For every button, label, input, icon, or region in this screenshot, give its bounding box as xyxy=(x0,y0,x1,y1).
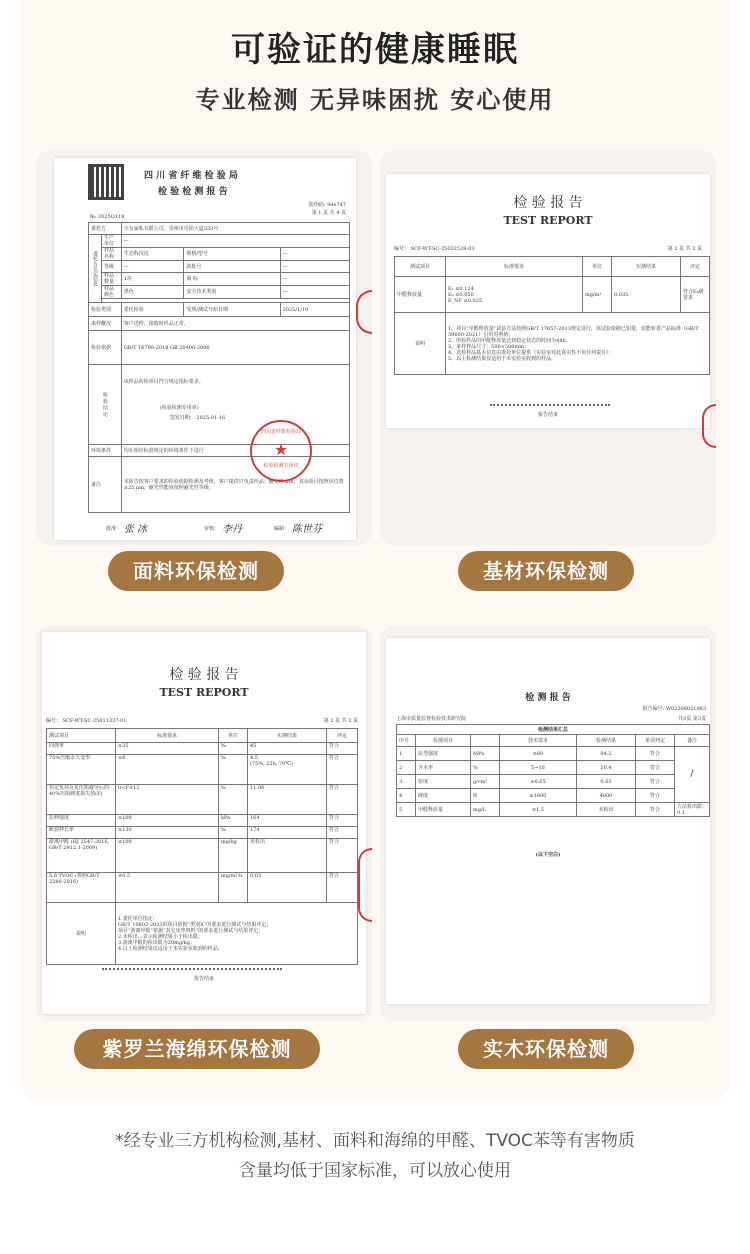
substrate-result-table: 测试项目 标准要求 单位 实测结果 评定 甲醛释放量 E₁ ≤0.124 E₀ ≤0.050 E_NF ≤0.025 mg/m³ 0.035 符合E₀级要求 说明 1、项目“甲醛释放量”试验方法按照GB/T 17657-2013规定进行，该试验依据已知量，仅能转委产品标准（GB/T 39600-2021）引用对照值； 2、所检样品的甲醛释放量达到稳定状态的时间为48h； 3、来样样品尺寸：500×500mm； 4、送检样品基本信息由委托单位提供（实验室对此真实性不负任何责任）； 5、以上检测结果仅适用于本实验室收到的样品。 xyxy=(394,256,710,375)
table-row: 5.8 TVOC (参照GB/T 2280-2016) ≤0.5 mg/m²·h 0.03 符合 xyxy=(47,873,358,903)
report-end: 报告结束 xyxy=(193,976,214,982)
inspection-seal-stamp: 四川省纤维检验局 ★ 检验检测专用章 xyxy=(250,420,312,482)
report-title-en: TEST REPORT xyxy=(159,686,249,699)
table-row: 游离甲醛 (HJ 2547-2016, GB/T 2912.1-2009) ≤100 mg/kg 未检出 符合 xyxy=(47,839,358,873)
dotted-separator xyxy=(102,968,282,970)
report-org-title: 四 川 省 纤 维 检 验 局 xyxy=(144,171,238,181)
table-row: 恒定负荷反复压陷疲劳后的40%压陷硬度损失值(F) 0<F≤12 % 11.06 符合 xyxy=(47,785,358,815)
table-row: 75%压缩永久变形 ≤6 % 4.5 (75%, 22h, 70℃) 符合 xyxy=(47,755,358,785)
table-header: 序号 检测项目 技术要求 检测结果 单项判定 备注 xyxy=(397,735,710,747)
report-end: 报告结束 xyxy=(537,412,558,418)
report-title-cn: 检 验 报 告 xyxy=(513,195,583,211)
page-info: 第 2 页 共 2 页 xyxy=(667,246,702,252)
stamp-edge-right xyxy=(356,290,372,334)
reviewer-label: 审核： xyxy=(204,526,220,532)
page-subtitle: 专业检测 无异味困扰 安心使用 xyxy=(195,86,555,114)
table-header: 测试项目 标准要求 单位 实测结果 评定 xyxy=(47,729,358,743)
approver-label: 批准： xyxy=(106,526,122,532)
footnote-line-2: 含量均低于国家标准，可以放心使用 xyxy=(239,1161,511,1181)
page-info: 第 1 页 共 4 页 xyxy=(311,210,346,216)
fabric-report-table: 委托方 全友家私有限公司，崇州市崇阳大道333号 委托方认定信息 生产单位 — 样品名称 生态科技皮 规格/型号 — 等级 — 款批号 — 样品数量 1块 商 标 — 样品颜色 黑色 安全技术类别 — 检验类别 委托检验 受理/测试开始日期 2025/1/10 来样概况 客户送样，接收时样品正常。 检验依据 GB/T 16799-2018 GB 20400-2006 检 验 结 论 该样品所检项目符合规定指标要求。 (检验检测专用章) 签发日期： 2025-01-16 环境条件 均在相应标准规定的环境条件下进行 备注 本报告按客户要求的检验依据检测及考核。客户提供只负责样品；耐光性 2级。其余项目按照该位置≥25 μm，耐光性能度按照耐光性等级。 xyxy=(88,222,350,513)
label-wood-test: 实木环保检测 xyxy=(458,1029,634,1069)
approver-signature: 张 冰 xyxy=(124,524,148,535)
table-row: 断裂伸长率 ≥130 % 174 符合 xyxy=(47,827,358,839)
stamp-edge-right xyxy=(358,848,372,922)
report-number: 报告编号: W02306021083 xyxy=(642,706,706,712)
report-number: 编号： SCF-WT-SC-25011337-01 xyxy=(46,718,127,724)
report-title: 检 测 报 告 xyxy=(525,693,571,703)
report-end: (以下空白) xyxy=(535,852,561,858)
report-document-wood xyxy=(386,638,710,1004)
table-row: 拉伸强度 ≥100 kPa 164 符合 xyxy=(47,815,358,827)
label-substrate-test: 基材环保检测 xyxy=(458,551,634,591)
table-row: 1 抗弯强度 MPa ≥60 94.2 符合 / xyxy=(397,747,710,761)
report-title-en: TEST REPORT xyxy=(503,214,593,227)
report-card-substrate xyxy=(380,150,716,545)
maker-signature: 陈世芬 xyxy=(292,524,322,535)
page-title: 可验证的健康睡眠 xyxy=(231,30,519,70)
sponge-result-table: 测试项目 标准要求 单位 实测结果 评定 回弹率 ≥35 % 45 符合 75%压缩永久变形 ≤6 % 4.5 (75%, 22h, 70℃) 符合 恒定负荷反复压陷疲劳后的40%压陷硬度损失值(F) 0<F≤12 % 11.06 符合 拉伸强度 ≥100 kPa 164 符合 断裂伸长率 ≥130 % 174 符合 游离甲醛 (HJ 2547-2016, GB/T 2912.1-2009) ≤100 mg/kg 未检出 符合 5.8 TVOC (参照GB/T 2280-2016) ≤0.5 mg/m²·h 0.03 符合 说明 1.委托单位指定： GB/T 10802-2023的项目依据“类别X”的要求进行测试与结果评定； 项目“游离甲醛”依据“其它床垫填料”的要求进行测试与结果评定； 2.未检出…表示检测结果小于检出限； 3.游离甲醛的检出限为20mg/kg； 4.以上检测结果仅适用于本实验室收到的样品。 xyxy=(46,728,358,965)
report-card-fabric xyxy=(36,150,372,545)
report-number: 编号： SCF-WT-SC-25032538-03 xyxy=(394,246,475,252)
maker-label: 编制： xyxy=(274,526,290,532)
page-info: 共3页 第3页 xyxy=(678,716,706,722)
page-info: 第 2 页 共 2 页 xyxy=(323,718,358,724)
reviewer-signature: 李丹 xyxy=(222,524,242,535)
report-card-wood xyxy=(380,626,716,1021)
anti-fake-code: 防伪码: 9de747 xyxy=(308,202,346,208)
report-document-sponge xyxy=(42,632,366,1014)
testing-org: 上海市质量监督检验技术研究院 xyxy=(396,716,467,722)
footnote-line-1: *经专业三方机构检测,基材、面料和海绵的甲醛、TVOC苯等有害物质 xyxy=(115,1131,635,1151)
stamp-edge-right xyxy=(702,404,716,448)
table-row: 3 密度 g/cm³ ≥0.65 0.63 符合 xyxy=(397,775,710,789)
table-row: 回弹率 ≥35 % 45 符合 xyxy=(47,743,358,755)
table-row: 2 含水率 % 5~16 10.4 符合 xyxy=(397,761,710,775)
report-number: №: 2025Q118 xyxy=(90,214,125,220)
report-document-fabric xyxy=(54,158,356,540)
star-icon: ★ xyxy=(273,440,289,459)
label-sponge-test: 紫罗兰海绵环保检测 xyxy=(74,1029,320,1069)
table-row: 5 甲醛释放量 mg/L ≤1.5 未检出 符合 方法检出限：0.1 xyxy=(397,803,710,817)
report-card-sponge xyxy=(36,626,372,1021)
label-fabric-test: 面料环保检测 xyxy=(108,551,284,591)
report-document-substrate xyxy=(386,174,710,428)
report-title: 检 验 检 测 报 告 xyxy=(158,187,228,197)
report-title-cn: 检 验 报 告 xyxy=(169,667,239,683)
qr-code-icon xyxy=(88,164,124,200)
dotted-separator xyxy=(490,404,610,406)
table-row: 4 硬度 N ≥1600 4000 符合 xyxy=(397,789,710,803)
wood-result-table: 检测结果汇总 序号 检测项目 技术要求 检测结果 单项判定 备注 1 抗弯强度 MPa ≥60 94.2 符合 / 2 含水率 % 5~16 10.4 符合 3 密度 g/cm³ ≥0.65 0.63 符合 4 硬度 N ≥1600 4000 符合 5 甲醛释放量 mg/L ≤1.5 未检出 符合 方法检出限：0.1 xyxy=(396,724,710,817)
